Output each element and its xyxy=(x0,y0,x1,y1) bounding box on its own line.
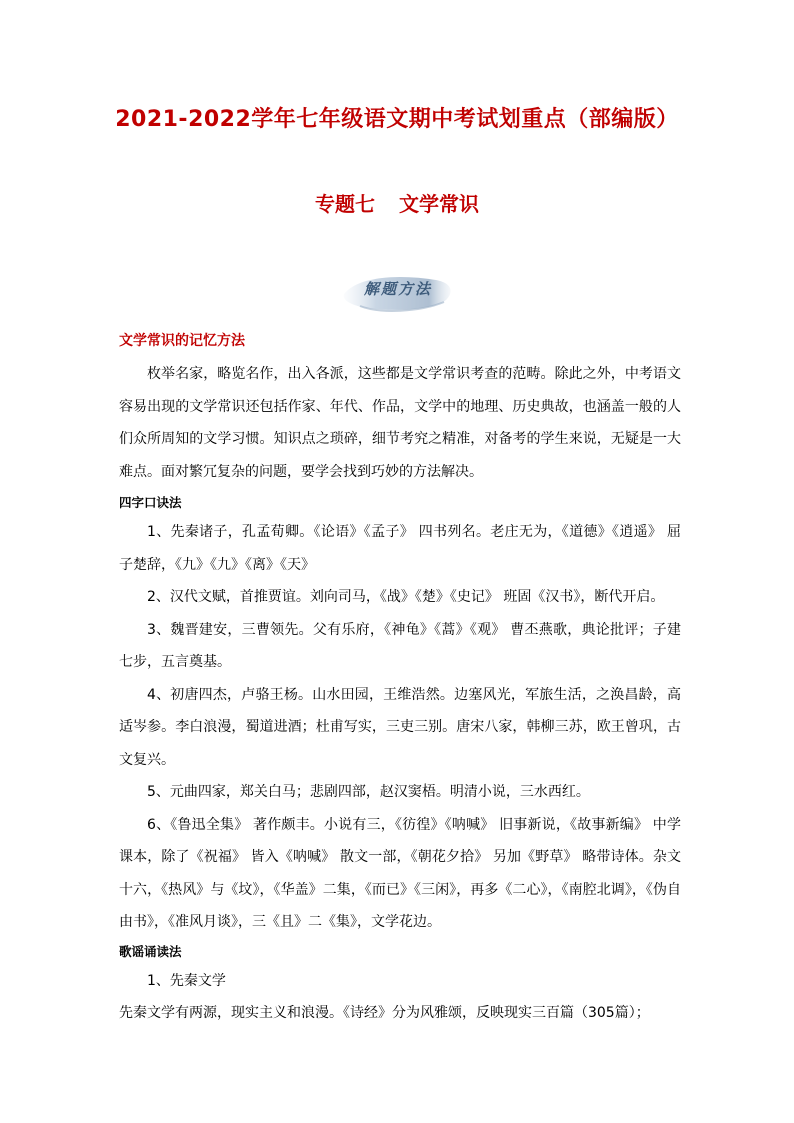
mnemonic-item: 6、《鲁迅全集》 著作颇丰。小说有三，《彷徨》《呐喊》 旧事新说，《故事新编》 中学课本，除了《祝福》 皆入《呐喊》 散文一部，《朝花夕拾》 另加《野草》 略带诗体。杂文十六，《热风》与《坟》，《华盖》二集，《而已》《三闲》，再多《二心》，《南腔北调》，《伪自由书》，《准风月谈》，三《且》二《集》，文学花边。 xyxy=(119,816,681,930)
mnemonic-item: 2、汉代文赋，首推贾谊。刘向司马，《战》《楚》《史记》 班固《汉书》，断代开启。 xyxy=(147,589,665,605)
subtitle-topic-number: 专题七 xyxy=(315,192,375,216)
mnemonic-item: 3、魏晋建安，三曹领先。父有乐府，《神龟》《蒿》《观》 曹丕燕歌，典论批评；子建七步，五言奠基。 xyxy=(119,621,681,670)
method-heading: 歌谣诵读法 xyxy=(119,943,182,959)
mnemonic-item: 1、先秦诸子，孔孟荀卿。《论语》《孟子》 四书列名。老庄无为，《道德》《逍遥》 屈子楚辞，《九》《九》《离》《天》 xyxy=(119,524,681,573)
document-title: 2021-2022学年七年级语文期中考试划重点（部编版） xyxy=(115,107,679,132)
intro-paragraph: 枚举名家，略览名作，出入各派，这些都是文学常识考查的范畴。除此之外，中考语文容易出现的文学常识还包括作家、年代、作品，文学中的地理、历史典故，也涵盖一般的人们众所周知的文学习惯。知识点之琐碎，细节考究之精准，对备考的学生来说，无疑是一大难点。面对繁冗复杂的问题，要学会找到巧妙的方法解决。 xyxy=(119,366,681,480)
article-body xyxy=(119,330,681,1030)
method-badge xyxy=(340,270,456,316)
method-heading: 四字口诀法 xyxy=(119,495,182,510)
body-paragraph: 先秦文学有两源，现实主义和浪漫。《诗经》分为风雅颂，反映现实三百篇（305篇）； xyxy=(119,1005,650,1021)
mnemonic-item: 4、初唐四杰，卢骆王杨。山水田园，王维浩然。边塞风光，军旅生活，之涣昌龄，高适岑参。李白浪漫，蜀道进酒；杜甫写实，三吏三别。唐宋八家，韩柳三苏，欧王曾巩，古文复兴。 xyxy=(119,686,681,768)
mnemonic-item: 5、元曲四家，郑关白马；悲剧四部，赵汉窦梧。明清小说，三水西红。 xyxy=(147,784,590,800)
section-heading: 文学常识的记忆方法 xyxy=(119,333,245,349)
subtitle-topic-name: 文学常识 xyxy=(399,192,479,216)
badge-label: 解题方法 xyxy=(363,280,432,298)
section-subtitle xyxy=(0,188,794,217)
sub-heading: 1、先秦文学 xyxy=(147,972,226,989)
